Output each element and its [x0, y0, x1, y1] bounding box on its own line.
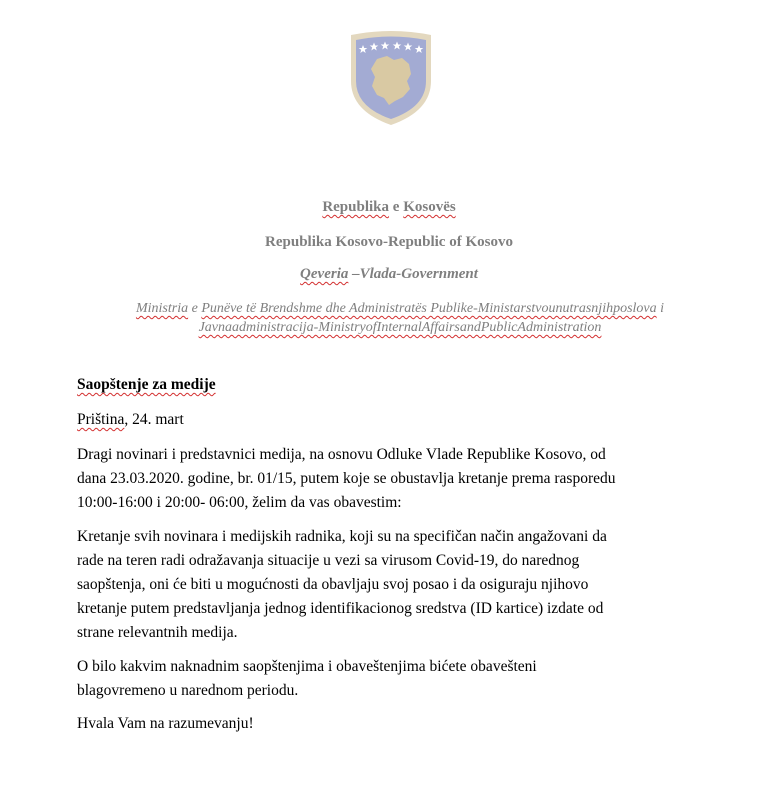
header-word: Republika	[322, 199, 390, 215]
header-republic-multilingual: Republika Kosovo-Republic of Kosovo	[265, 234, 513, 250]
paragraph-line: Dragi novinari i predstavnici medija, na osnovu Odluke Vlade Republike Kosovo, od	[77, 446, 606, 463]
paragraph-line: O bilo kakvim naknadnim saopštenjima i obaveštenjima bićete obavešteni	[77, 658, 537, 675]
header-word: e	[188, 301, 202, 316]
kosovo-coat-of-arms-icon	[347, 29, 435, 127]
closing-line: Hvala Vam na razumevanju!	[77, 715, 254, 732]
paragraph-line: Kretanje svih novinara i medijskih radnika, koji su na specifičan način angažovani da	[77, 528, 607, 545]
document-title	[77, 373, 717, 397]
header-word: Kosovës	[403, 199, 456, 215]
header-word: i	[656, 301, 665, 316]
paragraph-2	[77, 525, 717, 645]
header-ministry-line2	[112, 319, 688, 337]
paragraph-line: kretanje putem predstavljanja jednog identifikacionog sredstva (ID kartice) izdate od	[77, 600, 604, 617]
paragraph-line: strane relevantnih medija.	[77, 624, 238, 641]
paragraph-3	[77, 655, 717, 703]
header-word: Punëve të Brendshme dhe Administratës Publike-Ministarstvounutrasnjihposlova	[201, 301, 657, 316]
paragraph-1	[77, 443, 717, 515]
paragraph-line: dana 23.03.2020. godine, br. 01/15, putem koje se obustavlja kretanje prema rasporedu	[77, 470, 616, 487]
paragraph-line: rade na teren radi odražavanja situacije u vezi sa virusom Covid-19, do narednog	[77, 552, 580, 569]
paragraph-line: saopštenja, oni će biti u mogućnosti da obavljaju svoj posao i da osiguraju njihovo	[77, 576, 589, 593]
header-word: e	[389, 199, 404, 215]
header-word: Qeveria	[300, 266, 349, 282]
document-date	[77, 408, 717, 432]
header-republic-albanian	[30, 198, 748, 216]
date-day: , 24. mart	[124, 411, 184, 428]
header-word: Javnaadministracija-MinistryofInternalAffairsandPublicAdministration	[198, 320, 602, 335]
date-city: Priština	[77, 411, 125, 428]
header-word: –Vlada-Government	[348, 266, 478, 282]
title-text: Saopštenje za medije	[77, 376, 216, 393]
paragraph-line: 10:00-16:00 i 20:00- 06:00, želim da vas obavestim:	[77, 494, 402, 511]
paragraph-line: blagovremeno u narednom periodu.	[77, 682, 299, 699]
header-word: Ministria	[135, 301, 189, 316]
header-ministry-line1	[112, 300, 688, 318]
header-government	[30, 265, 748, 283]
